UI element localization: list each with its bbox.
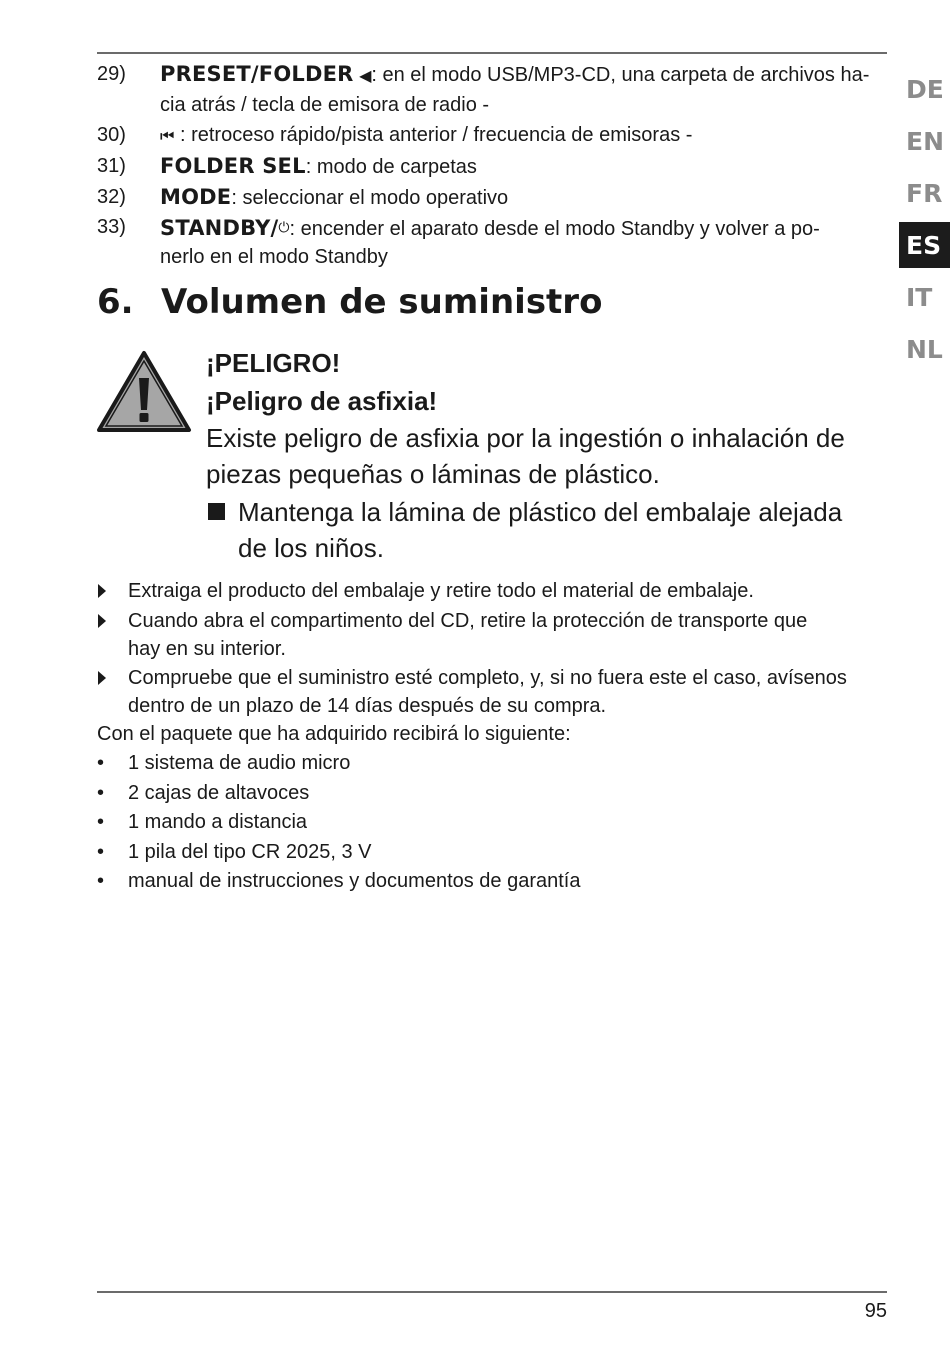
power-icon: ⏻ <box>278 219 290 235</box>
square-bullet-icon <box>208 503 225 520</box>
triangle-bullet-icon <box>98 671 106 685</box>
item-key: MODE <box>160 184 232 209</box>
list-item: • 1 mando a distancia <box>97 808 581 836</box>
page-number: 95 <box>864 1300 887 1322</box>
list-item: • 2 cajas de altavoces <box>97 779 581 807</box>
item-number: 30) <box>97 123 126 146</box>
language-tabs <box>899 66 950 378</box>
package-contents-list <box>97 749 581 897</box>
danger-notice <box>206 344 886 566</box>
item-text: : seleccionar el modo operativo <box>231 186 509 209</box>
lang-tab-es[interactable]: ES <box>899 222 950 268</box>
item-number: 33) <box>97 216 126 238</box>
step-list <box>97 577 887 722</box>
step-item: Cuando abra el compartimento del CD, retire la protección de transporte que hay en su interior. <box>97 607 887 663</box>
bullet-dot-icon: • <box>97 870 105 892</box>
lang-tab-nl[interactable]: NL <box>906 334 943 364</box>
top-rule <box>97 52 887 54</box>
item-text: : modo de carpetas <box>305 156 477 178</box>
control-item-32 <box>97 183 887 212</box>
bullet-dot-icon: • <box>97 811 105 833</box>
step-item: Compruebe que el suministro esté completo, y, si no fuera este el caso, avísenos dentro de un plazo de 14 días después de su compra. <box>97 664 887 720</box>
contents-intro: Con el paquete que ha adquirido recibirá lo siguiente: <box>97 723 571 745</box>
list-item: • 1 sistema de audio micro <box>97 749 581 777</box>
item-text-cont: nerlo en el modo Standby <box>160 246 388 268</box>
section-heading <box>97 282 602 322</box>
triangle-bullet-icon <box>98 584 106 598</box>
signal-word: ¡PELIGRO! <box>206 348 341 378</box>
item-number: 29) <box>97 63 126 85</box>
item-text: : encender el aparato desde el modo Standby y volver a po- <box>289 218 820 240</box>
list-item: • manual de instrucciones y documentos de garantía <box>97 867 581 895</box>
step-item: Extraiga el producto del embalaje y retire todo el material de embalaje. <box>97 577 887 605</box>
control-item-30 <box>97 121 887 151</box>
item-text: : retroceso rápido/pista anterior / frecuencia de emisoras - <box>174 123 693 146</box>
control-item-33 <box>97 213 887 271</box>
control-item-29 <box>97 60 887 119</box>
item-number: 31) <box>97 155 126 177</box>
hazard-description: Existe peligro de asfixia por la ingestión o inhalación de piezas pequeñas o láminas de plástico. <box>206 423 845 489</box>
hazard-title: ¡Peligro de asfixia! <box>206 386 438 416</box>
section-title: Volumen de suministro <box>161 282 603 322</box>
control-list <box>97 60 887 273</box>
lang-tab-en[interactable]: EN <box>906 126 945 156</box>
bottom-rule <box>97 1291 887 1293</box>
item-text: : en el modo USB/MP3-CD, una carpeta de archivos ha- <box>371 64 870 86</box>
item-key: STANDBY/ <box>160 216 279 240</box>
hazard-instruction: Mantenga la lámina de plástico del embalaje alejada de los niños. <box>206 494 886 566</box>
item-number: 32) <box>97 185 126 208</box>
item-key: PRESET/FOLDER <box>160 62 354 86</box>
lang-tab-fr[interactable]: FR <box>906 178 943 208</box>
lang-tab-it[interactable]: IT <box>906 282 933 312</box>
bullet-dot-icon: • <box>97 752 105 774</box>
control-item-31 <box>97 152 887 181</box>
skip-back-icon: ⏮ <box>160 127 175 145</box>
item-key: FOLDER SEL <box>160 154 306 178</box>
warning-triangle-icon <box>96 350 192 434</box>
section-number: 6. <box>97 282 134 322</box>
triangle-bullet-icon <box>98 614 106 628</box>
bullet-dot-icon: • <box>97 781 105 804</box>
arrow-left-icon: ◀ <box>359 68 372 85</box>
bullet-dot-icon: • <box>97 840 105 863</box>
lang-tab-de[interactable]: DE <box>906 74 944 104</box>
item-text-cont: cia atrás / tecla de emisora de radio - <box>160 94 490 116</box>
list-item: • 1 pila del tipo CR 2025, 3 V <box>97 838 581 866</box>
